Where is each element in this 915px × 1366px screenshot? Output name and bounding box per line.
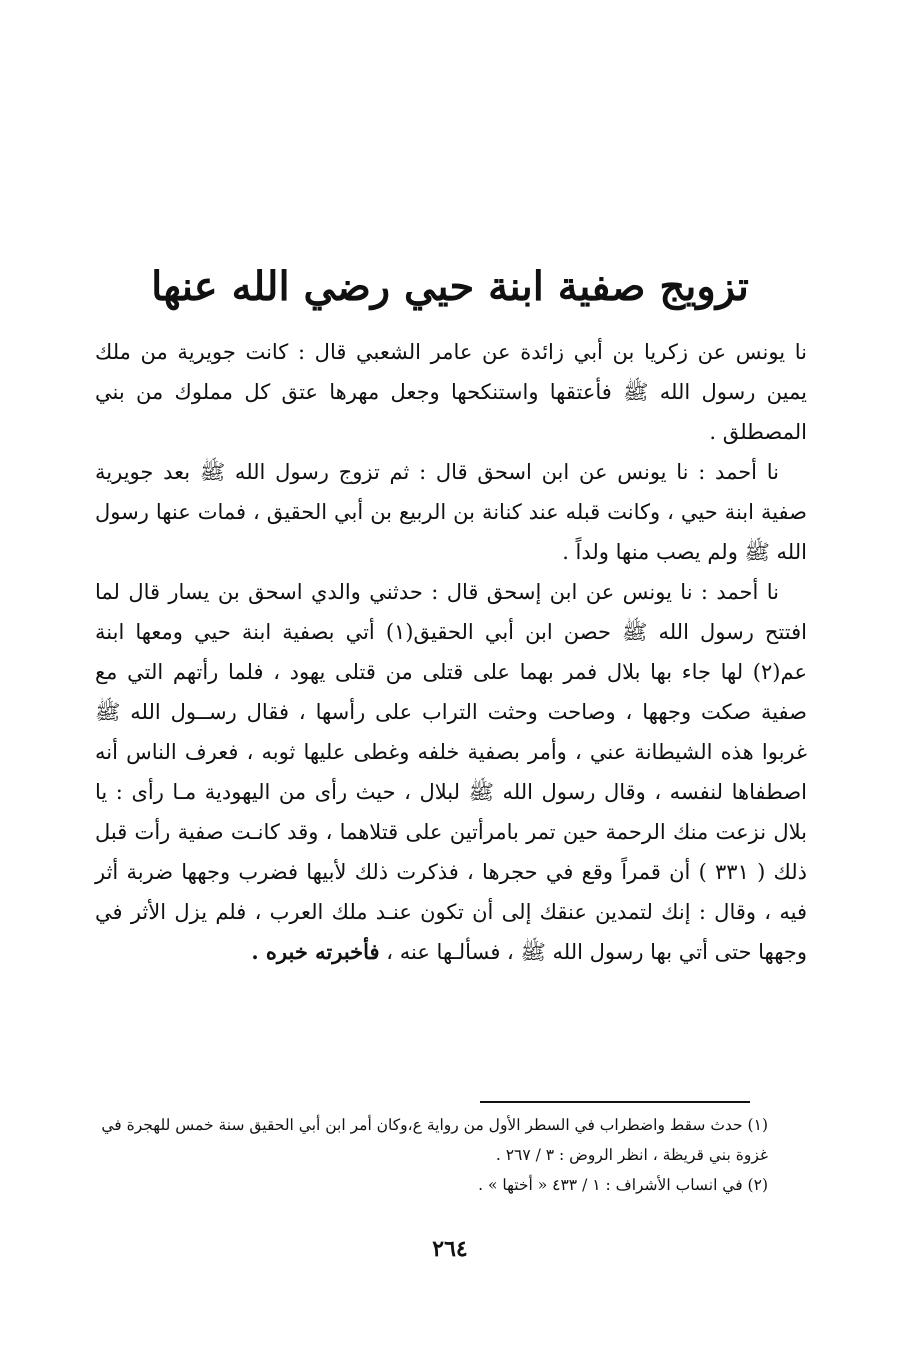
footnote-2: (٢) في انساب الأشراف : ١ / ٤٣٣ « أختها » . bbox=[478, 1176, 768, 1194]
main-text bbox=[95, 332, 807, 972]
page-title: تزويج صفية ابنة حيي رضي الله عنها bbox=[151, 262, 749, 310]
footnotes bbox=[78, 1110, 768, 1200]
paragraph-khaybar-story bbox=[95, 572, 807, 972]
paragraph-khaybar-story-text: نا أحمد : نا يونس عن ابن إسحق قال : حدثني والدي اسحق بن يسار قال لما افتتح رسول الله ﷺ حصن ابن أبي الحقيق(١) أتي بصفية ابنة حيي ومعها ابنة عم(٢) لها جاء بها بلال فمر بهما على قتلى من قتلى يهود ، فلما رأتهم التي مع صفية صكت وجهها ، وصاحت وحثت التراب على رأسها ، فقال رســول الله ﷺ غربوا هذه الشيطانة عني ، وأمر بصفية خلفه وغطى عليها ثوبه ، فعرف الناس أنه اصطفاها لنفسه ، وقال رسول الله ﷺ لبلال ، حيث رأى من اليهودية مـا رأى : يا بلال نزعت منك الرحمة حين تمر بامرأتين على قتلاهما ، وقد كانـت صفية رأت قبل ذلك ( ٣٣١ ) أن قمراً وقع في حجرها ، فذكرت ذلك لأبيها فضرب وجهها ضربة أثر فيه ، وقال : إنك لتمدين عنقك إلى أن تكون عنـد ملك العرب ، فلم يزل الأثر في وجهها حتى أتي بها رسول الله ﷺ ، فسألـها عنه ، bbox=[95, 580, 807, 964]
footnote-divider bbox=[480, 1101, 750, 1103]
paragraph-safiyya-marriage: نا أحمد : نا يونس عن ابن اسحق قال : ثم تزوج رسول الله ﷺ بعد جويرية صفية ابنة حيي ، وكانت قبله عند كنانة بن الربيع بن أبي الحقيق ، فمات عنها رسول الله ﷺ ولم يصب منها ولداً . bbox=[95, 460, 807, 564]
page-number: ٢٦٤ bbox=[432, 1236, 468, 1262]
paragraph-jawayriya: نا يونس عن زكريا بن أبي زائدة عن عامر الشعبي قال : كانت جويرية من ملك يمين رسول الله ﷺ فأعتقها واستنكحها وجعل مهرها عتق كل مملوك من بني المصطلق . bbox=[95, 340, 807, 444]
paragraph-khaybar-story-end: فأخبرته خبره . bbox=[251, 939, 380, 964]
footnote-1: (١) حدث سقط واضطراب في السطر الأول من رواية ع،وكان أمر ابن أبي الحقيق سنة خمس للهجرة في غزوة بني قريظة ، انظر الروض : ٣ / ٢٦٧ . bbox=[101, 1116, 768, 1164]
